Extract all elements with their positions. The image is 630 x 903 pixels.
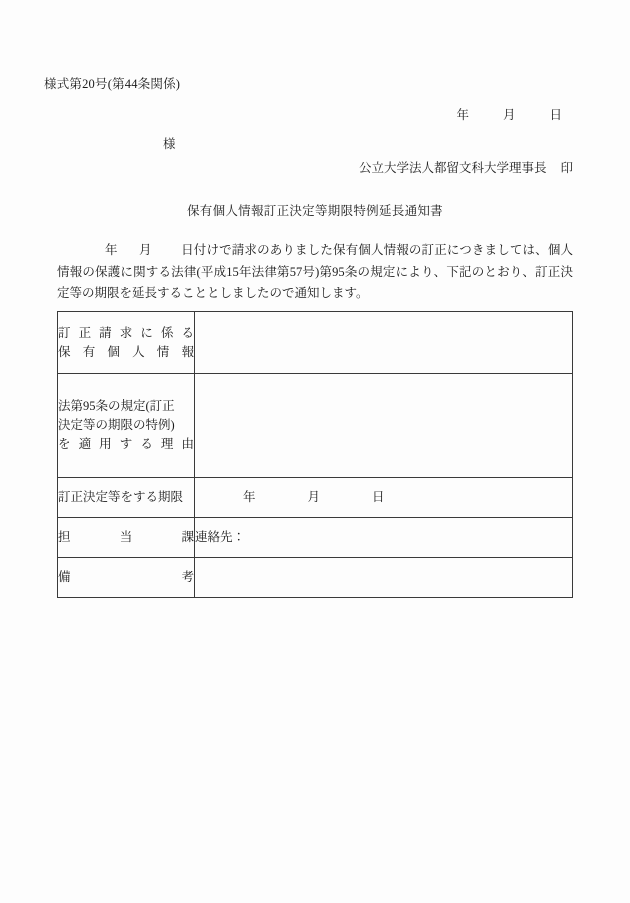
row-label-remarks — [58, 558, 195, 598]
deadline-month-label: 月 — [307, 490, 321, 504]
table-row — [58, 518, 573, 558]
page-title: 保有個人情報訂正決定等期限特例延長通知書 — [186, 204, 443, 218]
row-label-extension-reason — [58, 374, 195, 478]
row-value-corrected-info[interactable] — [195, 312, 573, 374]
row-value-decision-deadline[interactable] — [195, 478, 573, 518]
issue-date-line — [0, 105, 630, 123]
table-row — [58, 558, 573, 598]
issuer-line — [0, 158, 630, 176]
label-line: 担当課 — [58, 530, 194, 544]
table-row — [58, 312, 573, 374]
deadline-date-placeholder — [195, 490, 385, 504]
body-paragraph-text: 日付けで請求のありました保有個人情報の訂正につきましては、個人情報の保護に関する法律(平成15年法律第57号)第95条の規定により、下記のとおり、訂正決定等の期限を延長することとしましたので通知します。 — [57, 243, 573, 300]
issue-date-year-label: 年 — [456, 108, 469, 122]
row-label-section-in-charge — [58, 518, 195, 558]
label-line: 訂正請求に係る — [58, 325, 194, 340]
contact-label: 連絡先： — [195, 530, 246, 544]
label-line: 決定等の期限の特例) — [58, 418, 175, 432]
body-date-month-label: 月 — [139, 243, 152, 257]
form-number: 様式第20号(第44条関係) — [44, 77, 181, 91]
addressee-honorific: 様 — [163, 137, 176, 151]
issue-date-day-label: 日 — [549, 108, 562, 122]
deadline-day-label: 日 — [372, 490, 385, 504]
notice-details-table — [57, 311, 573, 598]
row-value-remarks[interactable] — [195, 558, 573, 598]
deadline-year-label: 年 — [243, 490, 256, 504]
label-line: 法第95条の規定(訂正 — [58, 399, 175, 413]
issuer-name: 公立大学法人都留文科大学理事長 — [358, 161, 547, 175]
seal-mark: 印 — [560, 161, 573, 175]
label-line: を適用する理由 — [58, 437, 194, 451]
label-line: 訂正決定等をする期限 — [58, 490, 184, 504]
row-value-extension-reason[interactable] — [195, 374, 573, 478]
body-date-year-label: 年 — [105, 243, 118, 257]
row-value-section-in-charge[interactable] — [195, 518, 573, 558]
table-row — [58, 374, 573, 478]
row-label-corrected-info — [58, 312, 195, 374]
issue-date-month-label: 月 — [502, 108, 516, 122]
label-line: 保有個人情報 — [58, 344, 194, 359]
body-paragraph — [57, 240, 573, 305]
label-line: 備考 — [58, 570, 194, 584]
table-row — [58, 478, 573, 518]
row-label-decision-deadline — [58, 478, 195, 518]
